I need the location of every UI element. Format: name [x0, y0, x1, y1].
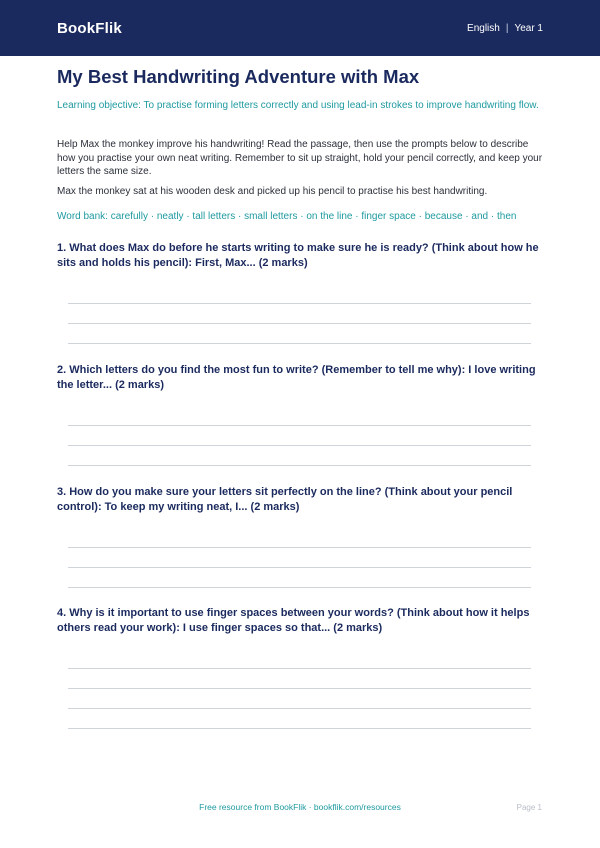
question-2: 2. Which letters do you find the most fun to write? (Remember to tell me why): I love writing the letter... (2 marks): [57, 364, 536, 391]
worksheet-title: My Best Handwriting Adventure with Max: [57, 66, 420, 87]
year-label: Year 1: [514, 22, 543, 34]
word-bank: Word bank: carefully · neatly · tall letters · small letters · on the line · finger space · because · and · then: [57, 211, 517, 222]
question-4: 4. Why is it important to use finger spaces between your words? (Think about how it helps others read your work): I use finger spaces so that... (2 marks): [57, 607, 530, 634]
answer-line[interactable]: [68, 425, 531, 426]
answer-line[interactable]: [68, 668, 531, 669]
learning-objective: Learning objective: To practise forming letters correctly and using lead-in strokes to improve handwriting flow.: [57, 100, 539, 111]
intro-text: Help Max the monkey improve his handwriting! Read the passage, then use the prompts below to describe how you practise your own neat writing. Remember to sit up straight, hold your pencil correctly, and keep your letters the same size.: [57, 139, 543, 177]
answer-line[interactable]: [68, 688, 531, 689]
answer-line[interactable]: [68, 303, 531, 304]
subject-label: English: [467, 22, 500, 34]
reading-passage: Max the monkey sat at his wooden desk and picked up his pencil to practise his best handwriting.: [57, 186, 488, 197]
answer-line[interactable]: [68, 567, 531, 568]
page-header: [0, 0, 600, 56]
header-meta: [467, 23, 543, 34]
brand-logo: BookFlik: [57, 19, 122, 37]
question-1: 1. What does Max do before he starts writing to make sure he is ready? (Think about how he sits and holds his pencil): First, Max... (2 marks): [57, 242, 539, 269]
answer-line[interactable]: [68, 728, 531, 729]
answer-line[interactable]: [68, 708, 531, 709]
answer-line[interactable]: [68, 343, 531, 344]
page-number: Page 1: [516, 803, 542, 812]
footer-text: Free resource from BookFlik · bookflik.com/resources: [199, 802, 401, 812]
meta-separator: |: [505, 22, 509, 34]
answer-line[interactable]: [68, 547, 531, 548]
answer-line[interactable]: [68, 445, 531, 446]
question-3: 3. How do you make sure your letters sit perfectly on the line? (Think about your pencil control): To keep my writing neat, I... (2 marks): [57, 486, 513, 513]
answer-line[interactable]: [68, 587, 531, 588]
answer-line[interactable]: [68, 465, 531, 466]
answer-line[interactable]: [68, 323, 531, 324]
